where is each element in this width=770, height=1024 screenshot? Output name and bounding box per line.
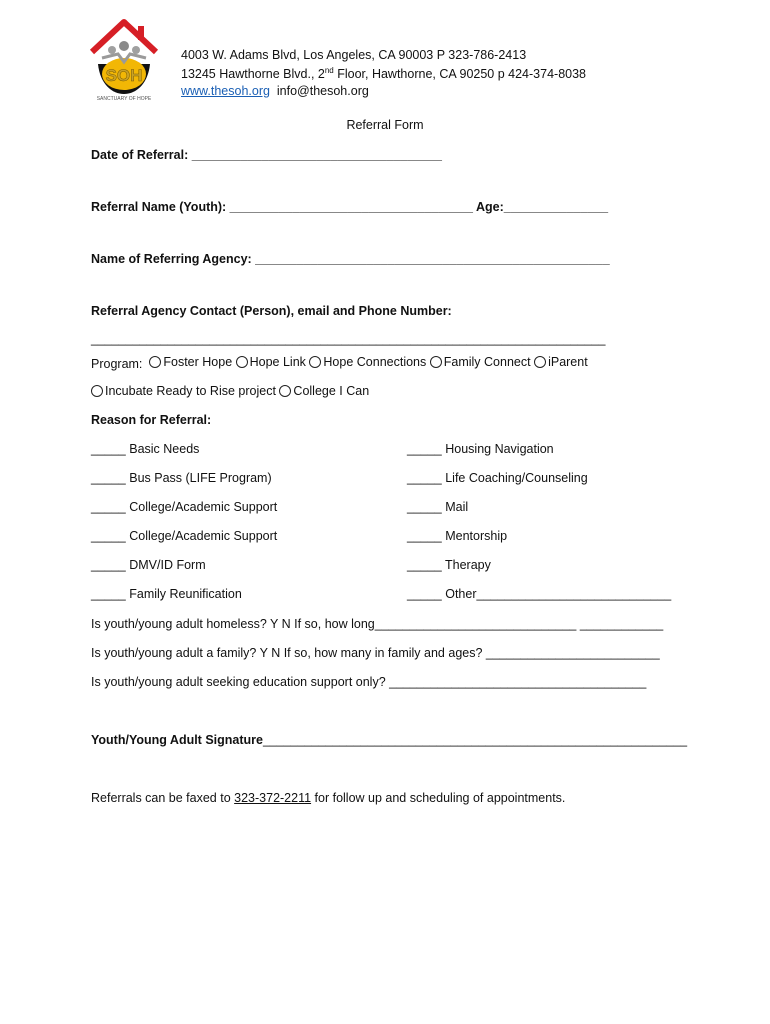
program-option-label: Family Connect (443, 355, 531, 369)
radio-icon[interactable] (430, 356, 442, 368)
family-question[interactable]: Is youth/young adult a family? Y N If so, how many in family and ages? _________________________ (91, 646, 660, 660)
address-line-2-pre: 13245 Hawthorne Blvd., 2 (181, 67, 325, 82)
program-option-foster-hope[interactable] (149, 355, 232, 369)
agency-contact-line[interactable]: __________________________________________________________________________ (91, 332, 606, 346)
logo-text: SOH (105, 66, 143, 85)
reason-item[interactable]: _____ College/Academic Support (91, 529, 278, 543)
referral-name-field[interactable]: Referral Name (Youth): ___________________________________ Age:_______________ (91, 200, 609, 214)
signature-row[interactable] (91, 733, 687, 747)
radio-icon[interactable] (91, 385, 103, 397)
program-option-family-connect[interactable] (430, 355, 531, 369)
address-ordinal: nd (324, 66, 334, 75)
fax-note-post: for follow up and scheduling of appointments. (311, 791, 566, 805)
soh-logo (88, 18, 160, 104)
homeless-question[interactable]: Is youth/young adult homeless? Y N If so, how long_____________________________ ____________ (91, 617, 664, 631)
program-option-label: iParent (548, 355, 588, 369)
program-option-label: College I Can (293, 384, 370, 398)
reason-item[interactable]: _____ DMV/ID Form (91, 558, 206, 572)
program-label: Program: (91, 357, 143, 371)
reason-item[interactable]: _____ Mail (407, 500, 469, 514)
reason-item[interactable]: _____ College/Academic Support (91, 500, 278, 514)
referring-agency-field[interactable]: Name of Referring Agency: ___________________________________________________ (91, 252, 610, 266)
email-text: info@thesoh.org (276, 84, 369, 98)
program-option-incubate[interactable] (91, 384, 276, 398)
program-option-college-i-can[interactable] (279, 384, 369, 398)
agency-contact-label: Referral Agency Contact (Person), email and Phone Number: (91, 304, 452, 318)
reason-item[interactable]: _____ Other____________________________ (407, 587, 672, 601)
program-option-label: Foster Hope (163, 355, 233, 369)
house-logo-icon (88, 18, 160, 104)
radio-icon[interactable] (149, 356, 161, 368)
program-option-label: Incubate Ready to Rise project (105, 384, 276, 398)
education-question[interactable]: Is youth/young adult seeking education support only? _____________________________________ (91, 675, 647, 689)
contact-line (181, 84, 369, 98)
program-option-label: Hope Link (249, 355, 306, 369)
program-option-hope-connections[interactable] (309, 355, 426, 369)
radio-icon[interactable] (309, 356, 321, 368)
program-option-label: Hope Connections (323, 355, 427, 369)
address-line-1: 4003 W. Adams Blvd, Los Angeles, CA 90003 P 323-786-2413 (181, 48, 527, 62)
radio-icon[interactable] (279, 385, 291, 397)
reason-item[interactable]: _____ Therapy (407, 558, 491, 572)
form-title: Referral Form (346, 118, 424, 132)
fax-note-pre: Referrals can be faxed to (91, 791, 235, 805)
reason-item[interactable]: _____ Life Coaching/Counseling (407, 471, 588, 485)
reason-label: Reason for Referral: (91, 413, 212, 427)
signature-label: Youth/Young Adult Signature (91, 733, 263, 747)
fax-note (91, 791, 565, 805)
website-link[interactable]: www.thesoh.org (181, 84, 270, 98)
reason-item[interactable]: _____ Mentorship (407, 529, 508, 543)
date-of-referral-field[interactable]: Date of Referral: ____________________________________ (91, 148, 442, 162)
address-line-2-post: Floor, Hawthorne, CA 90250 p 424-374-8038 (333, 67, 587, 82)
reason-item[interactable]: _____ Family Reunification (91, 587, 242, 601)
address-line-2 (181, 66, 586, 81)
program-row-2 (91, 384, 369, 400)
reason-item[interactable]: _____ Housing Navigation (407, 442, 554, 456)
fax-number[interactable]: 323-372-2211 (234, 791, 312, 805)
program-row-1 (91, 355, 588, 371)
logo-tagline: SANCTUARY OF HOPE (96, 96, 152, 102)
signature-line[interactable]: _____________________________________________________________ (262, 733, 688, 747)
reason-item[interactable]: _____ Bus Pass (LIFE Program) (91, 471, 272, 485)
radio-icon[interactable] (236, 356, 248, 368)
program-option-hope-link[interactable] (236, 355, 306, 369)
reason-item[interactable]: _____ Basic Needs (91, 442, 200, 456)
program-option-iparent[interactable] (534, 355, 588, 369)
radio-icon[interactable] (534, 356, 546, 368)
